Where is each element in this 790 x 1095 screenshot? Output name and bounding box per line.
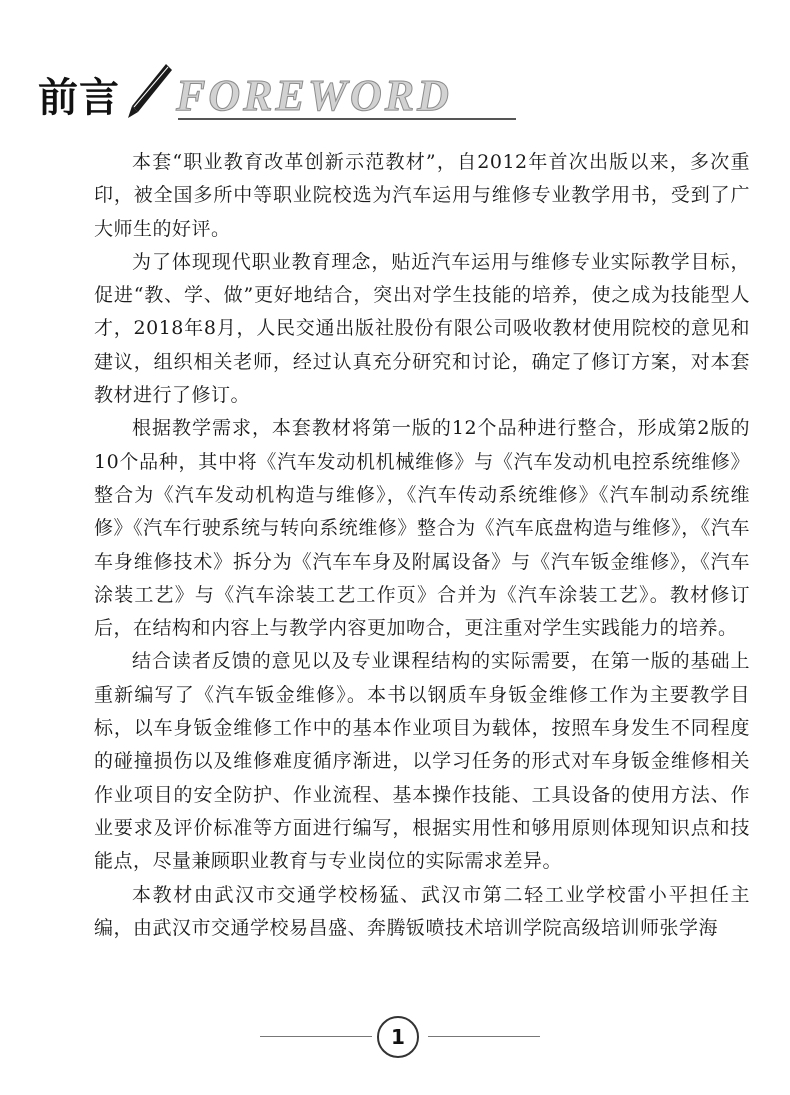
page-number: 1: [377, 1016, 419, 1058]
paragraph: 结合读者反馈的意见以及专业课程结构的实际需要，在第一版的基础上重新编写了《汽车钣金维修》。本书以钢质车身钣金维修工作为主要教学目标，以车身钣金维修工作中的基本作业项目为载体，按照车身发生不同程度的碰撞损伤以及维修难度循序渐进，以学习任务的形式对车身钣金维修相关作业项目的安全防护、作业流程、基本操作技能、工具设备的使用方法、作业要求及评价标准等方面进行编写，根据实用性和够用原则体现知识点和技能点，尽量兼顾职业教育与专业岗位的实际需求差异。: [94, 650, 750, 873]
paragraph: 为了体现现代职业教育理念，贴近汽车运用与维修专业实际教学目标，促进“教、学、做”更好地结合，突出对学生技能的培养，使之成为技能型人才，2018年8月，人民交通出版社股份有限公司吸收教材使用院校的意见和建议，组织相关老师，经过认真充分研究和讨论，确定了修订方案，对本套教材进行了修订。: [94, 250, 750, 407]
paragraph: 本教材由武汉市交通学校杨猛、武汉市第二轻工业学校雷小平担任主编，由武汉市交通学校易昌盛、奔腾钣喷技术培训学院高级培训师张学海: [94, 883, 750, 939]
page-footer: [260, 1014, 540, 1060]
footer-divider-right: [428, 1036, 540, 1037]
page-title-en: FOREWORD: [176, 71, 452, 120]
pen-icon: [124, 62, 174, 120]
foreword-header: [38, 62, 488, 122]
header-divider: [178, 118, 516, 120]
paragraph: 本套“职业教育改革创新示范教材”，自2012年首次出版以来，多次重印，被全国多所中等职业院校选为汽车运用与维修专业教学用书，受到了广大师生的好评。: [94, 151, 750, 240]
page-title-cn: 前言: [38, 75, 120, 121]
foreword-body: [94, 146, 750, 945]
paragraph: 根据教学需求，本套教材将第一版的12个品种进行整合，形成第2版的10个品种，其中将《汽车发动机机械维修》与《汽车发动机电控系统维修》整合为《汽车发动机构造与维修》，《汽车传动系统维修》《汽车制动系统维修》《汽车行驶系统与转向系统维修》整合为《汽车底盘构造与维修》，《汽车车身维修技术》拆分为《汽车车身及附属设备》与《汽车钣金维修》，《汽车涂装工艺》与《汽车涂装工艺工作页》合并为《汽车涂装工艺》。教材修订后，在结构和内容上与教学内容更加吻合，更注重对学生实践能力的培养。: [94, 417, 750, 640]
footer-divider-left: [260, 1036, 372, 1037]
